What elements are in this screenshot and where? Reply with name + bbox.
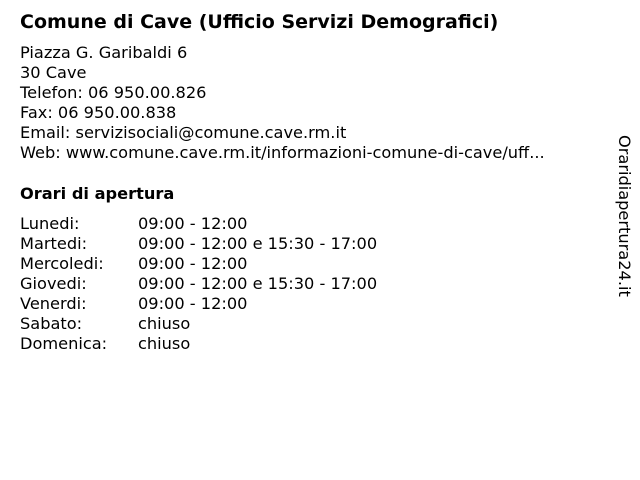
time-value: chiuso xyxy=(138,334,191,353)
fax-number: Fax: 06 950.00.838 xyxy=(20,103,177,122)
day-label: Giovedi: xyxy=(20,274,87,293)
phone-number: Telefon: 06 950.00.826 xyxy=(20,83,207,102)
brand-watermark xyxy=(612,135,636,310)
day-label: Venerdi: xyxy=(20,294,87,313)
website-url: Web: www.comune.cave.rm.it/informazioni-comune-di-cave/uff... xyxy=(20,143,545,162)
time-value: 09:00 - 12:00 e 15:30 - 17:00 xyxy=(138,234,378,253)
opening-hours-heading: Orari di apertura xyxy=(20,184,175,203)
day-label: Domenica: xyxy=(20,334,108,353)
email-address: Email: servizisociali@comune.cave.rm.it xyxy=(20,123,347,142)
day-label: Martedi: xyxy=(20,234,88,253)
day-label: Lunedi: xyxy=(20,214,80,233)
contact-info xyxy=(20,43,545,163)
time-value: 09:00 - 12:00 e 15:30 - 17:00 xyxy=(138,274,378,293)
day-label: Mercoledi: xyxy=(20,254,104,273)
brand-label: Oraridiapertura24.it xyxy=(615,135,634,297)
time-value: 09:00 - 12:00 xyxy=(138,214,248,233)
city: 30 Cave xyxy=(20,63,87,82)
day-label: Sabato: xyxy=(20,314,83,333)
page-title: Comune di Cave (Ufficio Servizi Demografici) xyxy=(20,11,499,33)
street-address: Piazza G. Garibaldi 6 xyxy=(20,43,188,62)
time-value: 09:00 - 12:00 xyxy=(138,254,248,273)
time-value: chiuso xyxy=(138,314,191,333)
time-value: 09:00 - 12:00 xyxy=(138,294,248,313)
